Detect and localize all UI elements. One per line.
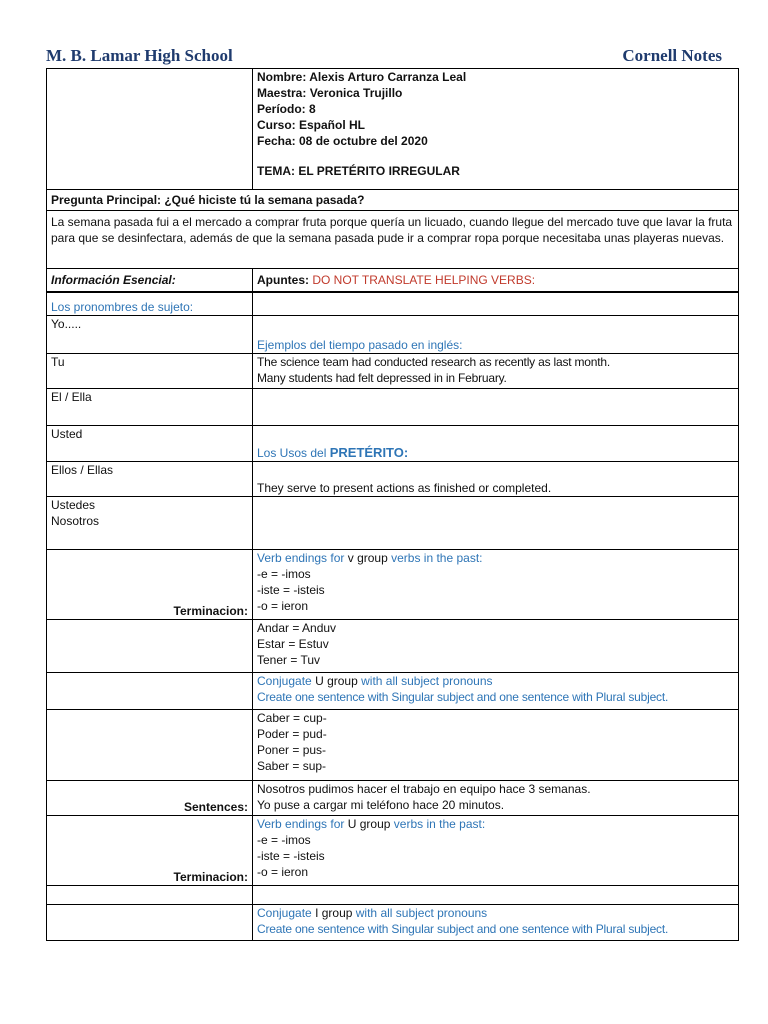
v-endings-group: v group (347, 551, 388, 565)
class-period: Período: 8 (257, 102, 316, 116)
u-ending-1: -e = -imos (257, 833, 311, 847)
v-endings-pre: Verb endings for (257, 551, 345, 565)
pronoun-row-yo (47, 316, 739, 354)
conjugate-u-instruction (257, 673, 734, 689)
pronouns-title-row (47, 292, 739, 316)
pronoun-row-ellos (47, 462, 739, 497)
empty-cell (47, 905, 253, 941)
apuntes-header (253, 269, 739, 293)
document-title: Cornell Notes (622, 46, 722, 65)
conj-u-pre: Conjugate (257, 674, 312, 688)
pronoun-row-el (47, 389, 739, 426)
terminacion-label-1: Terminacion: (47, 550, 253, 620)
sentences-cell (253, 781, 739, 816)
terminacion-label-2: Terminacion: (47, 816, 253, 886)
conj-i-post: with all subject pronouns (355, 906, 488, 920)
pronoun-el-ella: El / Ella (47, 389, 253, 426)
u-verbs2-cell (253, 710, 739, 781)
conjugate-u-cell (253, 673, 739, 710)
conjugate-u-line2: Create one sentence with Singular subject and one sentence with Plural subject. (257, 690, 669, 704)
u-verb-caber: Caber = cup- (257, 711, 327, 725)
usos-prefix: Los Usos del (257, 446, 327, 460)
u-endings-post: verbs in the past: (393, 817, 486, 831)
cornell-notes-table (46, 68, 739, 941)
pronoun-nosotros: Nosotros (51, 514, 100, 528)
u-verb-saber: Saber = sup- (257, 759, 327, 773)
u-endings-row (47, 816, 739, 886)
u-verb-poder: Poder = pud- (257, 727, 327, 741)
sentences-label: Sentences: (47, 781, 253, 816)
student-name: Nombre: Alexis Arturo Carranza Leal (257, 70, 467, 84)
info-left-cell (47, 69, 253, 190)
conjugate-i-row (47, 905, 739, 941)
conjugate-i-cell (253, 905, 739, 941)
v-endings-row (47, 550, 739, 620)
v-endings-title (257, 550, 734, 566)
pronoun-ellos-ellas: Ellos / Ellas (47, 462, 253, 497)
conj-i-group: I group (315, 906, 353, 920)
school-name: M. B. Lamar High School (46, 46, 233, 65)
pronouns-plural-cell (47, 497, 253, 550)
sentence-2: Yo puse a cargar mi teléfono hace 20 minutos. (257, 798, 505, 812)
empty-cell (47, 673, 253, 710)
conj-i-pre: Conjugate (257, 906, 312, 920)
conjugate-u-row (47, 673, 739, 710)
teacher-name: Maestra: Veronica Trujillo (257, 86, 403, 100)
course-name: Curso: Español HL (257, 118, 366, 132)
pronoun-row-ustedes (47, 497, 739, 550)
usos-title (253, 426, 739, 462)
info-row (47, 69, 739, 190)
v-ending-2: -iste = -isteis (257, 583, 325, 597)
empty-cell (47, 886, 253, 905)
examples-cell (253, 354, 739, 389)
u-verb-poner: Poner = pus- (257, 743, 327, 757)
spacer-row (47, 886, 739, 905)
answer-paragraph: La semana pasada fui a el mercado a comprar fruta porque quería un licuado, cuando llegue del mercado tuve que lavar la fruta para que se desinfectara, además de que la semana pasada pude ir a comprar ropa porque necesitaba unas playeras nuevas. (47, 211, 739, 269)
info-esencial-label: Información Esencial: (47, 269, 253, 293)
u-ending-3: -o = ieron (257, 865, 309, 879)
conj-u-post: with all subject pronouns (361, 674, 493, 688)
conjugate-i-line2: Create one sentence with Singular subject and one sentence with Plural subject. (257, 922, 669, 936)
main-question: Pregunta Principal: ¿Qué hiciste tú la semana pasada? (47, 190, 739, 211)
u-endings-group: U group (347, 817, 391, 831)
question-row (47, 190, 739, 211)
u-verbs2-row (47, 710, 739, 781)
examples-title: Ejemplos del tiempo pasado en inglés: (253, 316, 739, 354)
pronoun-tu: Tu (47, 354, 253, 389)
conjugate-i-instruction (257, 905, 734, 921)
u-verb-tener: Tener = Tuv (257, 653, 321, 667)
apuntes-note: DO NOT TRANSLATE HELPING VERBS: (312, 273, 536, 287)
topic: TEMA: EL PRETÉRITO IRREGULAR (257, 164, 460, 178)
empty-cell (253, 886, 739, 905)
empty-cell (47, 620, 253, 673)
answer-row (47, 211, 739, 269)
empty-cell (47, 710, 253, 781)
info-cell (253, 69, 739, 190)
u-verbs-row (47, 620, 739, 673)
u-verbs-cell (253, 620, 739, 673)
usos-text: They serve to present actions as finished or completed. (253, 462, 739, 497)
apuntes-label: Apuntes: (257, 273, 309, 287)
date: Fecha: 08 de octubre del 2020 (257, 134, 428, 148)
pronoun-usted: Usted (47, 426, 253, 462)
section-header-row (47, 269, 739, 293)
empty-cell (253, 389, 739, 426)
u-endings-cell (253, 816, 739, 886)
sentences-row (47, 781, 739, 816)
u-endings-title (257, 816, 734, 832)
empty-cell (253, 497, 739, 550)
v-endings-cell (253, 550, 739, 620)
sentence-1: Nosotros pudimos hacer el trabajo en equipo hace 3 semanas. (257, 782, 591, 796)
v-ending-3: -o = ieron (257, 599, 309, 613)
example-2: Many students had felt depressed in in February. (257, 371, 507, 385)
pronoun-row-tu (47, 354, 739, 389)
u-verb-estar: Estar = Estuv (257, 637, 329, 651)
example-1: The science team had conducted research as recently as last month. (257, 355, 610, 369)
u-verb-andar: Andar = Anduv (257, 621, 337, 635)
v-ending-1: -e = -imos (257, 567, 311, 581)
pronoun-ustedes: Ustedes (51, 498, 96, 512)
u-endings-pre: Verb endings for (257, 817, 345, 831)
usos-bold: PRETÉRITO: (329, 445, 409, 460)
pronoun-row-usted (47, 426, 739, 462)
u-ending-2: -iste = -isteis (257, 849, 325, 863)
v-endings-post: verbs in the past: (391, 551, 483, 565)
empty-cell (253, 292, 739, 316)
conj-u-group: U group (315, 674, 358, 688)
pronouns-title: Los pronombres de sujeto: (47, 292, 253, 316)
pronoun-yo: Yo..... (47, 316, 253, 354)
